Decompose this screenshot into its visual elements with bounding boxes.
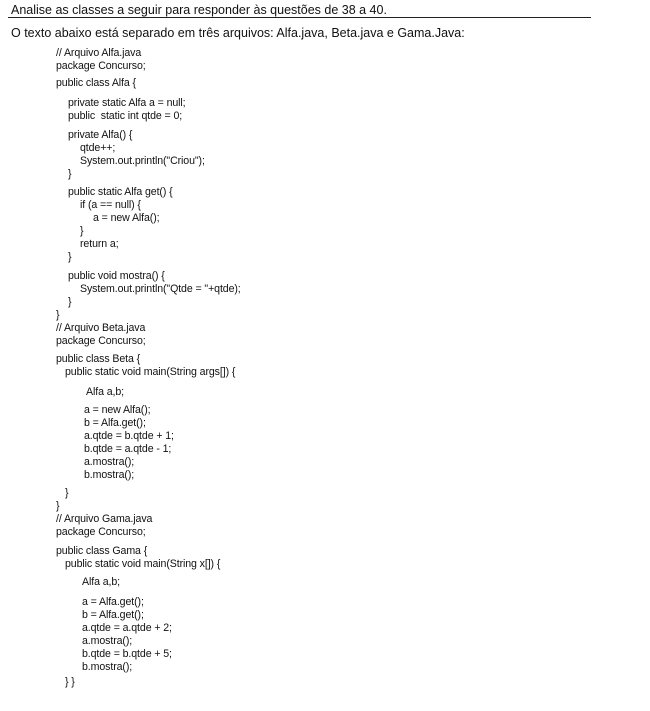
code-line: b.mostra(); (84, 469, 135, 481)
question-header: Analise as classes a seguir para responder às questões de 38 a 40. (11, 3, 387, 17)
code-line: a.qtde = b.qtde + 1; (84, 430, 174, 442)
code-line: System.out.println("Criou"); (80, 155, 205, 167)
code-line: qtde++; (80, 142, 116, 154)
code-line: public class Alfa { (56, 77, 136, 89)
code-line: } (68, 296, 72, 308)
code-line: return a; (80, 238, 119, 250)
code-line: // Arquivo Alfa.java (56, 47, 142, 59)
code-line: } (80, 225, 84, 237)
code-line: public static void main(String args[]) { (65, 366, 236, 378)
code-line: } } (65, 676, 75, 688)
code-line: public class Beta { (56, 353, 141, 365)
code-line: Alfa a,b; (86, 386, 124, 398)
code-line: private static Alfa a = null; (68, 97, 186, 109)
code-line: package Concurso; (56, 335, 146, 347)
intro-text: O texto abaixo está separado em três arquivos: Alfa.java, Beta.java e Gama.Java: (11, 26, 465, 40)
code-line: a.mostra(); (82, 635, 133, 647)
code-line: a = new Alfa(); (93, 212, 160, 224)
code-line: b.qtde = b.qtde + 5; (82, 648, 172, 660)
code-line: } (56, 309, 60, 321)
code-line: public static int qtde = 0; (68, 110, 183, 122)
code-line: a.qtde = a.qtde + 2; (82, 622, 172, 634)
code-line: // Arquivo Gama.java (56, 513, 153, 525)
code-line: public void mostra() { (68, 270, 165, 282)
code-line: System.out.println("Qtde = "+qtde); (80, 283, 241, 295)
code-line: Alfa a,b; (82, 576, 120, 588)
code-line: private Alfa() { (68, 129, 133, 141)
code-line: b = Alfa.get(); (82, 609, 144, 621)
code-line: a.mostra(); (84, 456, 135, 468)
code-line: a = Alfa.get(); (82, 596, 144, 608)
code-line: } (68, 251, 72, 263)
code-line: // Arquivo Beta.java (56, 322, 146, 334)
code-line: package Concurso; (56, 526, 146, 538)
code-line: b.qtde = a.qtde - 1; (84, 443, 172, 455)
code-line: } (65, 487, 69, 499)
code-line: a = new Alfa(); (84, 404, 151, 416)
code-line: b = Alfa.get(); (84, 417, 146, 429)
code-line: } (56, 500, 60, 512)
code-line: } (68, 168, 72, 180)
code-line: package Concurso; (56, 60, 146, 72)
code-line: public class Gama { (56, 545, 148, 557)
code-line: if (a == null) { (80, 199, 141, 211)
code-line: public static void main(String x[]) { (65, 558, 221, 570)
code-line: b.mostra(); (82, 661, 133, 673)
code-line: public static Alfa get() { (68, 186, 173, 198)
